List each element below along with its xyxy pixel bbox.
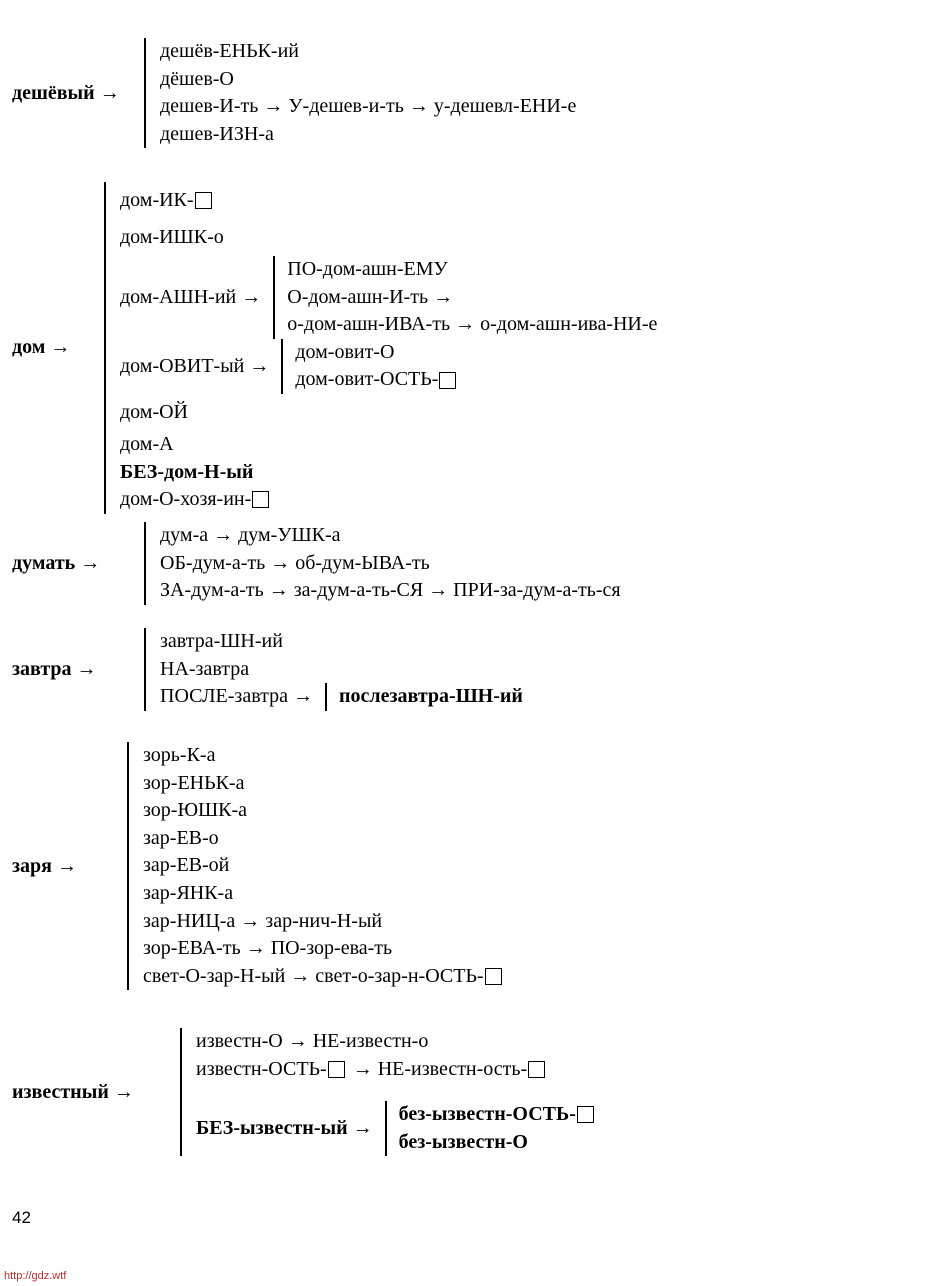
derivation-text: дом-О-хозя-ин- <box>120 488 252 511</box>
derivation-line <box>160 93 576 121</box>
derivation-text: зар-ЕВ-о <box>143 826 219 849</box>
branch-bar <box>144 628 146 711</box>
derivation-line <box>143 770 502 798</box>
headword: заря → <box>12 854 77 877</box>
derivation-text: → НЕ-известн-ость- <box>352 1057 528 1080</box>
derivation-text: дом-ИШК-о <box>120 226 224 248</box>
entry-deshevyi <box>12 38 576 148</box>
derivation-group-bez <box>196 1101 594 1156</box>
derivation-line <box>143 825 502 853</box>
branch-bar <box>281 339 283 394</box>
derivation-text: послезавтра-ШН-ий <box>339 685 523 708</box>
derivation-text: ОБ-дум-а-ть → об-дум-ЫВА-ть <box>160 551 430 574</box>
derivation-text: зор-ЕНЬК-а <box>143 771 245 794</box>
page-number: 42 <box>12 1208 31 1227</box>
branch-list <box>399 1101 594 1156</box>
empty-suffix-box-icon <box>485 968 502 985</box>
derivation-line <box>120 459 657 487</box>
empty-suffix-box-icon <box>328 1061 345 1078</box>
derivation-text: известн-О → НЕ-известн-о <box>196 1030 429 1052</box>
empty-suffix-box-icon <box>577 1106 594 1123</box>
branch-list <box>160 628 523 711</box>
derivation-line <box>399 1101 594 1129</box>
derivation-text: дом-АШН-ий → <box>120 285 262 308</box>
branch-list <box>339 683 523 711</box>
derivation-line <box>160 522 621 550</box>
derivation-text: ПО-дом-ашн-ЕМУ <box>287 258 448 280</box>
derivation-line <box>287 284 657 312</box>
headword: думать → <box>12 551 101 574</box>
derivation-text: дешев-И-ть → У-дешев-и-ть → у-дешевл-ЕНИ-е <box>160 95 577 118</box>
derivation-line <box>287 311 657 339</box>
derivation-line <box>143 852 502 880</box>
derivation-line <box>120 394 657 431</box>
headword: завтра → <box>12 657 97 680</box>
empty-suffix-box-icon <box>439 372 456 389</box>
derivation-line <box>143 908 502 936</box>
empty-suffix-box-icon <box>195 192 212 209</box>
derivation-line <box>399 1129 594 1157</box>
empty-suffix-box-icon <box>528 1061 545 1078</box>
branch-bar <box>273 256 275 339</box>
derivation-group-posle <box>160 683 523 711</box>
derivation-line <box>160 628 523 656</box>
entry-dom <box>12 182 657 514</box>
derivation-text: о-дом-ашн-ИВА-ть → о-дом-ашн-ива-НИ-е <box>287 313 658 336</box>
headword: известный → <box>12 1080 134 1103</box>
derivation-group-ashn <box>120 256 657 339</box>
branch-bar <box>325 683 327 711</box>
empty-suffix-box-icon <box>252 491 269 508</box>
derivation-line <box>160 550 621 578</box>
derivation-text: дум-а → дум-УШК-а <box>160 524 341 546</box>
branch-bar <box>144 38 146 148</box>
derivation-line <box>120 182 657 219</box>
derivation-text: зар-НИЦ-а → зар-нич-Н-ый <box>143 909 383 932</box>
derivation-text: дом-ИК- <box>120 189 194 211</box>
derivation-line <box>196 1028 594 1056</box>
derivation-line <box>143 935 502 963</box>
derivation-text: ЗА-дум-а-ть → за-дум-а-ть-СЯ → ПРИ-за-дум-а-ть-ся <box>160 579 621 602</box>
derivation-text: зор-ЕВА-ть → ПО-зор-ева-ть <box>143 937 393 960</box>
derivation-text: дом-овит-ОСТЬ- <box>295 368 439 391</box>
derivation-line <box>295 366 456 394</box>
branch-bar <box>144 522 146 605</box>
derivation-text: свет-О-зар-Н-ый → свет-о-зар-н-ОСТЬ- <box>143 964 484 987</box>
derivation-line <box>120 431 657 459</box>
branch-list <box>295 339 456 394</box>
watermark-text: http://gdz.wtf <box>4 1270 67 1282</box>
derivation-text: О-дом-ашн-И-ть → <box>287 285 454 308</box>
entry-zarya <box>12 742 502 990</box>
derivation-text: НА-завтра <box>160 657 250 680</box>
branch-list <box>143 742 502 990</box>
headword: дом → <box>12 336 71 359</box>
derivation-line <box>160 38 576 66</box>
branch-list <box>160 38 576 148</box>
branch-list <box>120 182 657 514</box>
derivation-text: без-ызвестн-ОСТЬ- <box>398 1103 576 1126</box>
derivation-text: известн-ОСТЬ- <box>196 1057 327 1080</box>
headword: дешёвый → <box>12 81 120 104</box>
derivation-text: ПОСЛЕ-завтра → <box>160 685 313 708</box>
entry-zavtra <box>12 628 523 711</box>
derivation-line <box>143 880 502 908</box>
branch-list <box>196 1028 594 1156</box>
derivation-line <box>120 219 657 256</box>
branch-list <box>287 256 657 339</box>
derivation-text: завтра-ШН-ий <box>160 630 283 652</box>
derivation-text: дом-ОЙ <box>120 400 188 423</box>
derivation-text: дёшев-О <box>160 67 234 90</box>
entry-dumat <box>12 522 621 605</box>
derivation-line <box>339 683 523 711</box>
derivation-line <box>196 1056 594 1084</box>
derivation-line <box>287 256 657 284</box>
derivation-line <box>160 577 621 605</box>
derivation-line <box>120 486 657 514</box>
derivation-text: без-ызвестн-О <box>398 1130 528 1153</box>
branch-bar <box>127 742 129 990</box>
derivation-line <box>160 121 576 149</box>
derivation-text: БЕЗ-дом-Н-ый <box>120 460 254 483</box>
derivation-text: дом-А <box>120 432 174 455</box>
derivation-text: зар-ЕВ-ой <box>143 854 230 877</box>
branch-list <box>160 522 621 605</box>
derivation-line <box>143 742 502 770</box>
derivation-text: зорь-К-а <box>143 744 216 766</box>
derivation-line <box>160 656 523 684</box>
derivation-group-ovit <box>120 339 657 394</box>
derivation-line <box>160 66 576 94</box>
branch-bar <box>104 182 106 514</box>
derivation-text: зар-ЯНК-а <box>143 881 234 904</box>
derivation-text: зор-ЮШК-а <box>143 799 248 822</box>
derivation-text: дешёв-ЕНЬК-ий <box>160 40 299 62</box>
entry-izvestnyi <box>12 1028 594 1156</box>
derivation-text: дом-овит-О <box>295 340 395 363</box>
derivation-text: дом-ОВИТ-ый → <box>120 354 270 377</box>
branch-bar <box>180 1028 182 1156</box>
derivation-line <box>295 339 456 367</box>
derivation-text: БЕЗ-ызвестн-ый → <box>196 1116 373 1139</box>
derivation-text: дешев-ИЗН-а <box>160 122 274 145</box>
derivation-line <box>143 963 502 991</box>
derivation-line <box>143 797 502 825</box>
branch-bar <box>385 1101 387 1156</box>
